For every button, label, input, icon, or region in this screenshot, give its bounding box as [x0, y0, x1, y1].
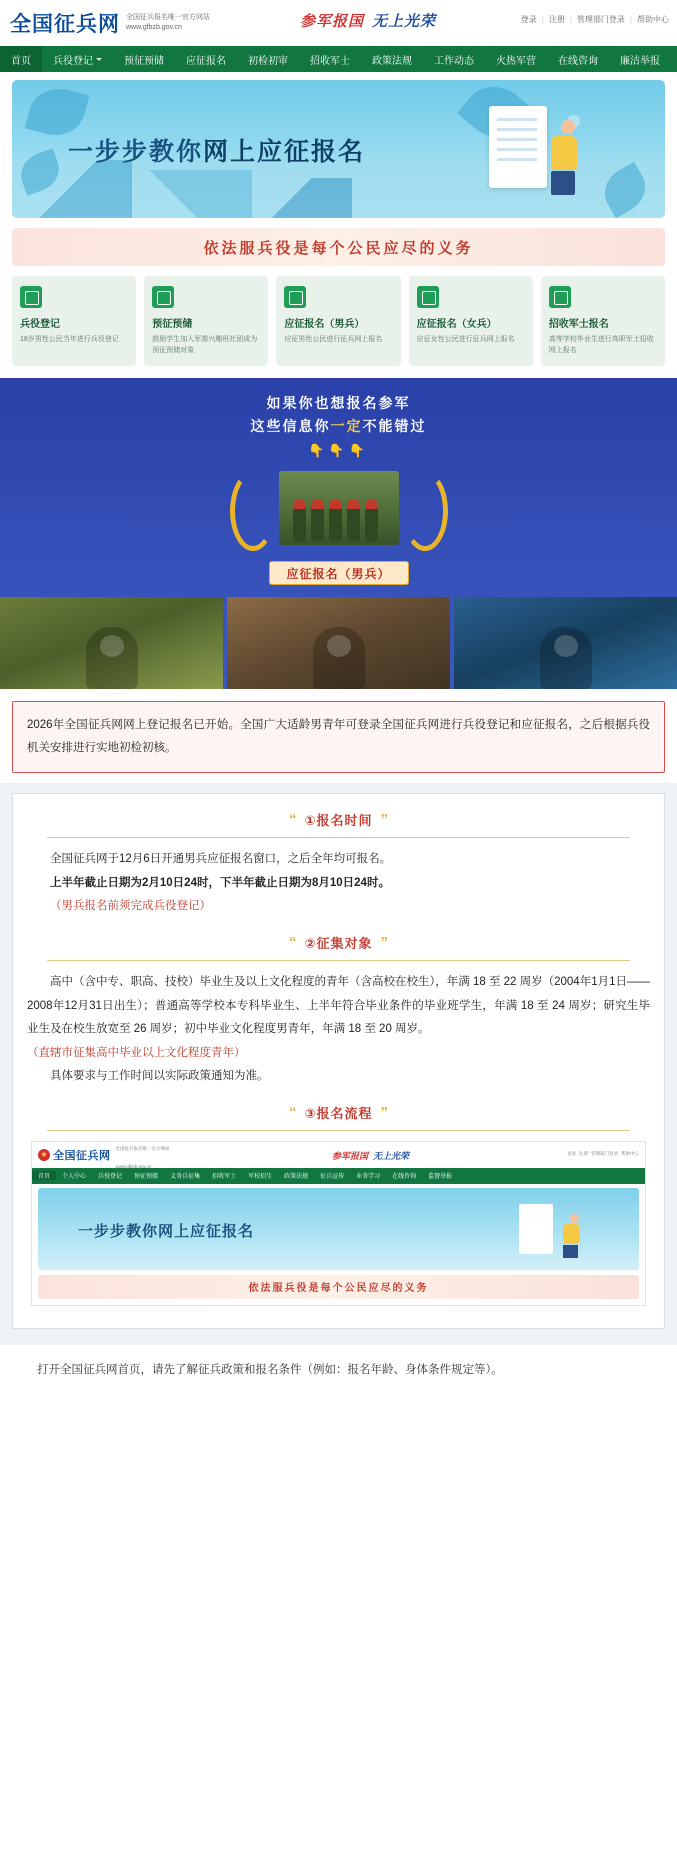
- nav-item-pre-recruit[interactable]: [113, 46, 175, 72]
- promo-line1: 如果你也想报名参军: [266, 394, 411, 411]
- entry-card-title-4: 应征报名（女兵）: [416, 319, 497, 330]
- promo-line2-suffix: 不能错过: [362, 418, 427, 435]
- status-badge: 应征报名（男兵）: [269, 561, 409, 585]
- laurel-left-icon: [230, 471, 276, 551]
- promo-heading: [0, 392, 677, 440]
- banner-title-prefix: 一步步教你: [68, 138, 204, 166]
- embedded-slogan: [332, 1149, 409, 1162]
- nav-item-pre-recruit-label: 预征预储: [124, 55, 164, 67]
- embedded-banner-title: [78, 1220, 254, 1241]
- nav-item-initial-check-label: 初检初审: [248, 55, 288, 67]
- header-link-register[interactable]: 注册: [548, 15, 565, 24]
- nav-item-news-label: 工作动态: [434, 55, 474, 67]
- chevron-down-icon: [96, 58, 102, 61]
- paragraph-signup-time-3: （男兵报名前须完成兵役登记）: [50, 900, 211, 913]
- nav-item-enlist-signup[interactable]: [175, 46, 237, 72]
- entry-card-military-registration[interactable]: [12, 276, 136, 366]
- section-divider-3: [47, 1130, 630, 1131]
- embedded-link-login: 登录: [567, 1150, 576, 1156]
- quote-close-icon-3: ”: [380, 1103, 388, 1121]
- embedded-slogan-blue: 无上光荣: [373, 1150, 410, 1161]
- header-link-separator-2: |: [569, 15, 572, 24]
- header-link-admin-login[interactable]: 管理部门登录: [576, 15, 625, 24]
- down-arrow-icon: 👇👇👇: [308, 443, 369, 459]
- embedded-nav-report: 监督举报: [428, 1174, 453, 1181]
- entry-card-desc-2: 鼓励学生加入军需兴趣班社团成为预征预储对象: [152, 336, 258, 354]
- embedded-nav-consult: 在线咨询: [392, 1174, 417, 1181]
- notice-wrapper: [0, 689, 677, 783]
- duty-slogan-strip: [12, 228, 665, 266]
- promo-section: [0, 378, 677, 690]
- hero-banner-wrapper: [0, 72, 677, 218]
- entry-card-pre-recruit[interactable]: [144, 276, 268, 366]
- embedded-nav-academy: 军校招生: [248, 1174, 273, 1181]
- header-link-help[interactable]: 帮助中心: [637, 15, 669, 24]
- nav-item-enlist-signup-label: 应征报名: [186, 55, 226, 67]
- quote-open-icon: “: [288, 811, 297, 829]
- nav-item-report-label: 廉洁举报: [620, 55, 660, 67]
- header-link-separator-3: |: [629, 15, 632, 24]
- entry-card-title-2: 预征预储: [152, 319, 193, 330]
- banner-title-highlight: 网上应征报名: [203, 138, 366, 166]
- paragraph-signup-time-2: 上半年截止日期为2月10日24时，下半年截止日期为8月10日24时。: [50, 876, 390, 889]
- quote-close-icon: ”: [380, 811, 388, 829]
- nav-item-military-registration-label: 兵役登记: [53, 55, 93, 67]
- entry-card-title: 兵役登记: [20, 319, 60, 330]
- nav-item-military-registration[interactable]: [42, 46, 113, 72]
- article-panel: [12, 793, 665, 1329]
- nav-item-news[interactable]: [423, 46, 485, 72]
- header-link-login[interactable]: 登录: [520, 15, 537, 24]
- nav-item-barracks[interactable]: [485, 46, 547, 72]
- section-title-text: ①报名时间: [304, 813, 373, 829]
- entry-card-signup-female[interactable]: [409, 276, 533, 366]
- registration-icon: [20, 286, 42, 308]
- promo-line2-prefix: 这些信息你: [250, 418, 331, 435]
- nav-item-home[interactable]: [0, 46, 42, 72]
- nav-item-recruit-sergeant[interactable]: [299, 46, 361, 72]
- embedded-person-icon: [563, 1214, 587, 1256]
- entry-card-title-3: 应征报名（男兵）: [284, 319, 365, 330]
- paragraph-recruit-target-1: 高中（含中专、职高、技校）毕业生及以上文化程度的青年（含高校在校生），年满 18 至 22 周岁（2004年1月1日——2008年12月31日出生）；普通高等学校本专科毕业生、上半年符合毕业条件的毕业班学生，年满 18 至 24 周岁；研究生毕业生及在校生放宽至 26 周岁；初中毕业文化程度男青年，年满 18 至 20 周岁。: [27, 975, 650, 1036]
- main-navigation: [0, 46, 677, 72]
- header-link-separator: |: [541, 15, 544, 24]
- section-title-recruit-target: [27, 933, 650, 952]
- entry-card-signup-male[interactable]: [276, 276, 400, 366]
- nav-item-online-consult[interactable]: [547, 46, 609, 72]
- nav-item-barracks-label: 火热军营: [496, 55, 536, 67]
- embedded-nav-registration: 兵役登记: [98, 1174, 123, 1181]
- embedded-duty-strip: 依法服兵役是每个公民应尽的义务: [38, 1275, 639, 1299]
- section-divider-2: [47, 960, 630, 961]
- embedded-nav-pre-recruit: 预征预储: [134, 1174, 159, 1181]
- paragraph-signup-time-1: 全国征兵网于12月6日开通男兵应征报名窗口，之后全年均可报名。: [50, 853, 392, 866]
- embedded-document-icon: [519, 1204, 553, 1254]
- nav-item-online-consult-label: 在线咨询: [558, 55, 598, 67]
- embedded-nav-conscript: 义务兵征集: [170, 1174, 201, 1181]
- pre-recruit-icon: [152, 286, 174, 308]
- slogan-blue-text: 无上光荣: [372, 13, 437, 30]
- embedded-nav-study: 业务学习: [356, 1174, 381, 1181]
- embedded-screenshot: [31, 1141, 646, 1306]
- entry-card-desc-3: 应征男性公民进行征兵网上报名: [284, 336, 383, 343]
- site-logo-title: 全国征兵网: [10, 12, 120, 36]
- embedded-link-admin: 管理部门登录: [591, 1150, 618, 1156]
- section-title-text-3: ③报名流程: [304, 1105, 373, 1121]
- embedded-banner-title-highlight: 网上应征报名: [158, 1222, 255, 1240]
- section-title-signup-process: [27, 1103, 650, 1122]
- entry-card-desc: 18岁男性公民当年进行兵役登记: [20, 336, 119, 343]
- embedded-logo-sub-line2: www.gfbzb.gov.cn: [115, 1163, 152, 1169]
- hero-banner[interactable]: [12, 80, 665, 218]
- paragraph-recruit-target-2: （直辖市征集高中毕业以上文化程度青年）: [27, 1046, 246, 1059]
- embedded-nav-policy: 政策法规: [284, 1174, 309, 1181]
- medal-emblem: [224, 465, 454, 557]
- bottom-note: 打开全国征兵网首页，请先了解征兵政策和报名条件（例如：报名年龄、身体条件规定等）。: [0, 1345, 677, 1401]
- site-logo[interactable]: [10, 8, 210, 38]
- paragraph-recruit-target-3: 具体要求与工作时间以实际政策通知为准。: [50, 1070, 269, 1083]
- notice-box: 2026年全国征兵网网上登记报名已开始。全国广大适龄男青年可登录全国征兵网进行兵役登记和应征报名，之后根据兵役机关安排进行实地初检初核。: [12, 701, 665, 773]
- article-panel-outer: [0, 783, 677, 1345]
- embedded-nav-sergeant: 招收军士: [212, 1174, 237, 1181]
- nav-item-recruit-sergeant-label: 招收军士: [310, 55, 350, 67]
- embedded-slogan-red: 参军报国: [332, 1150, 369, 1161]
- embedded-banner-title-prefix: 一步步教你: [78, 1222, 159, 1240]
- header-slogan: [300, 10, 436, 31]
- embedded-logo-sub-line1: 全国征兵报名唯一官方网站: [115, 1145, 170, 1151]
- photo-soldier-technician: [454, 597, 677, 689]
- embedded-links: [567, 1151, 639, 1157]
- embedded-logo-subtitle: [111, 1137, 170, 1173]
- quote-open-icon-3: “: [288, 1103, 297, 1121]
- embedded-nav-home: 首页: [32, 1171, 56, 1180]
- document-illustration-icon: [489, 106, 547, 188]
- entry-card-group: [0, 266, 677, 378]
- section-title-signup-time: [27, 810, 650, 829]
- embedded-nav-profile: 个人中心: [62, 1174, 87, 1181]
- person-illustration-icon: [551, 120, 591, 190]
- duty-slogan-text: 依法服兵役是每个公民应尽的义务: [203, 238, 474, 257]
- embedded-header: [32, 1142, 645, 1168]
- entry-card-desc-4: 应征女性公民进行征兵网上报名: [416, 336, 515, 343]
- photo-soldier-field: [0, 597, 223, 689]
- header-link-group: [521, 14, 669, 25]
- nav-item-home-label: 首页: [11, 55, 31, 67]
- slogan-red-text: 参军报国: [300, 13, 365, 30]
- section-divider: [47, 837, 630, 838]
- promo-photo-row: [0, 597, 677, 689]
- entry-card-sergeant-signup[interactable]: [541, 276, 665, 366]
- section-title-text-2: ②征集对象: [304, 935, 373, 951]
- banner-title: [68, 132, 365, 168]
- male-signup-icon: [284, 286, 306, 308]
- laurel-right-icon: [402, 471, 448, 551]
- nav-item-initial-check[interactable]: [237, 46, 299, 72]
- embedded-link-help: 帮助中心: [621, 1150, 639, 1156]
- site-logo-subtitle: [126, 13, 210, 34]
- star-icon: ★: [38, 1149, 50, 1161]
- female-signup-icon: [417, 286, 439, 308]
- sergeant-signup-icon: [549, 286, 571, 308]
- embedded-banner: [38, 1188, 639, 1270]
- nav-item-report[interactable]: [609, 46, 671, 72]
- nav-item-policy-label: 政策法规: [372, 55, 412, 67]
- recruit-group-photo: [279, 471, 399, 545]
- quote-open-icon-2: “: [288, 933, 297, 951]
- entry-card-desc-5: 高等学校毕业生进行高职军士招收网上报名: [548, 336, 654, 354]
- embedded-link-register: 注册: [579, 1150, 588, 1156]
- nav-item-policy[interactable]: [361, 46, 423, 72]
- photo-soldier-training: [227, 597, 450, 689]
- site-logo-sub-line2: www.gfbzb.gov.cn: [126, 24, 182, 31]
- embedded-logo-title: 全国征兵网: [53, 1149, 111, 1162]
- promo-line2-highlight: 一定: [330, 418, 363, 435]
- entry-card-title-5: 招收军士报名: [548, 319, 609, 330]
- site-header: [0, 0, 677, 46]
- quote-close-icon-2: ”: [380, 933, 388, 951]
- embedded-nav-promo: 征兵宣传: [320, 1174, 345, 1181]
- site-logo-sub-line1: 全国征兵报名唯一官方网站: [126, 13, 210, 21]
